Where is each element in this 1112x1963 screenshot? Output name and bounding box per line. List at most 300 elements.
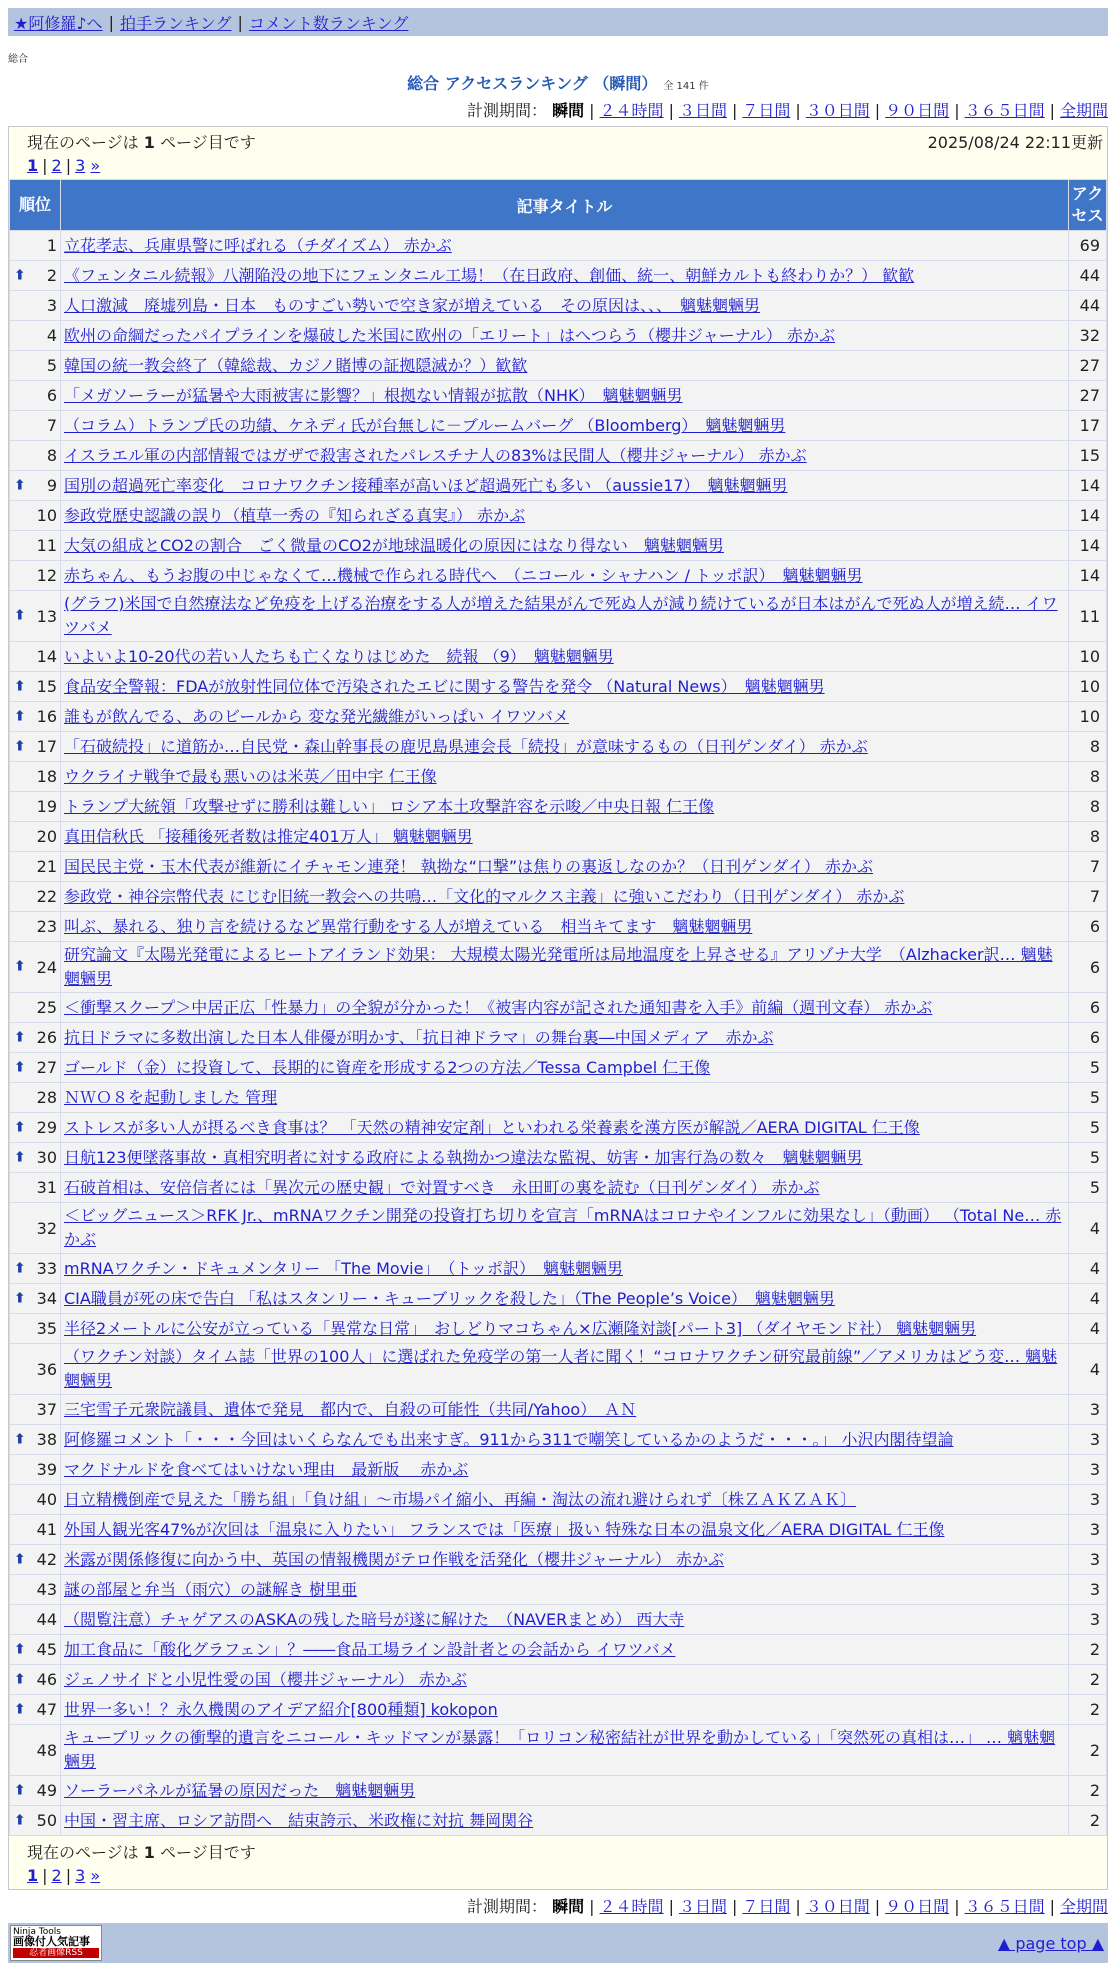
rank-cell [10, 672, 61, 702]
title-cell [61, 321, 1069, 351]
period-options-bottom: 瞬間 | ２４時間 | ３日間 | ７日間 | ３０日間 | ９０日間 | ３６５日間 | 全期間 [552, 1897, 1108, 1916]
updated-timestamp: 2025/08/24 22:11更新 [927, 133, 1103, 152]
article-link[interactable]: 加工食品に「酸化グラフェン」？――食品工場ライン設計者との会話から イワツバメ [64, 1639, 676, 1659]
pager-top: 1 | 2 | 3 » [27, 156, 101, 175]
access-count: 3 [1069, 1395, 1107, 1425]
article-link[interactable]: 人口激減 廃墟列島・日本 ものすごい勢いで空き家が増えている その原因は、、、 魑魅魍魎男 [64, 295, 761, 315]
title-cell [61, 1695, 1069, 1725]
table-row [10, 882, 1107, 912]
table-row [10, 792, 1107, 822]
access-count: 5 [1069, 1173, 1107, 1203]
access-count: 7 [1069, 882, 1107, 912]
period-option[interactable]: ３日間 [678, 1897, 727, 1916]
title-cell [61, 792, 1069, 822]
article-link[interactable]: 参政党歴史認識の誤り（植草一秀の『知られざる真実』） 赤かぶ [64, 505, 526, 525]
article-link[interactable]: ＜ビッグニュース＞RFK Jr.、mRNAワクチン開発の投資打ち切りを宣言「mRNAはコロナやインフルに効果なし」（動画） （Total Ne… 赤かぶ [64, 1206, 1062, 1249]
title-cell [61, 822, 1069, 852]
rank-cell [10, 1515, 61, 1545]
table-row [10, 1455, 1107, 1485]
title-cell [61, 1806, 1069, 1836]
table-row [10, 1725, 1107, 1776]
rank-number: 18 [36, 767, 57, 786]
title-cell [61, 1395, 1069, 1425]
article-link[interactable]: 大気の組成とCO2の割合 ごく微量のCO2が地球温暖化の原因にはなり得ない 魑魅魍魎男 [64, 535, 724, 555]
table-row [10, 531, 1107, 561]
home-link[interactable]: ★阿修羅♪へ [14, 13, 103, 33]
rank-number: 29 [36, 1118, 57, 1137]
rank-up-arrow-icon: ⬆ [14, 477, 26, 493]
rank-number: 6 [46, 386, 57, 405]
page-heading [8, 71, 1108, 94]
rank-number: 41 [36, 1520, 57, 1539]
pager-page-link[interactable]: 2 [51, 156, 62, 175]
article-link[interactable]: 欧州の命綱だったパイプラインを爆破した米国に欧州の「エリート」はへつらう（櫻井ジャーナル） 赤かぶ [64, 325, 836, 345]
rank-cell [10, 231, 61, 261]
article-link[interactable]: （コラム）トランプ氏の功績、ケネディ氏が台無しに－ブルームバーグ （Bloomberg） 魑魅魍魎男 [64, 415, 786, 435]
page-info-bar [9, 127, 1107, 153]
rank-number: 24 [36, 957, 57, 977]
article-link[interactable]: 日航123便墜落事故・真相究明者に対する政府による執拗かつ違法な監視、妨害・加害行為の数々 魑魅魍魎男 [64, 1147, 863, 1167]
rank-number: 30 [36, 1148, 57, 1167]
rank-cell [10, 1635, 61, 1665]
article-link[interactable]: 研究論文『太陽光発電によるヒートアイランド効果： 大規模太陽光発電所は局地温度を上昇させる』アリゾナ大学 （Alzhacker訳… 魑魅魍魎男 [64, 945, 1053, 988]
access-count: 10 [1069, 642, 1107, 672]
title-cell [61, 441, 1069, 471]
rank-up-arrow-icon: ⬆ [14, 607, 26, 624]
access-count: 14 [1069, 561, 1107, 591]
rank-cell [10, 1575, 61, 1605]
rank-number: 20 [36, 827, 57, 846]
table-row [10, 441, 1107, 471]
access-count: 3 [1069, 1455, 1107, 1485]
table-row [10, 942, 1107, 993]
title-cell [61, 1605, 1069, 1635]
rank-cell [10, 441, 61, 471]
article-link[interactable]: ＜衝撃スクープ＞中居正広「性暴力」の全貌が分かった！《被害内容が記された通知書を入手》前編（週刊文春） 赤かぶ [64, 997, 933, 1017]
period-options: 瞬間 | ２４時間 | ３日間 | ７日間 | ３０日間 | ９０日間 | ３６５日間 | 全期間 [552, 101, 1108, 120]
table-row [10, 1143, 1107, 1173]
rank-number: 44 [36, 1610, 57, 1629]
rank-up-arrow-icon: ⬆ [14, 1149, 26, 1165]
article-link[interactable]: 日立精機倒産で見えた「勝ち組」「負け組」～市場パイ縮小、再編・淘汰の流れ避けられず〔株ＺＡＫＺＡＫ〕 [64, 1489, 857, 1509]
title-cell [61, 1203, 1069, 1254]
rank-cell [10, 1545, 61, 1575]
rank-up-arrow-icon: ⬆ [14, 1671, 26, 1687]
article-link[interactable]: (グラフ)米国で自然療法など免疫を上げる治療をする人が増えた結果がんで死ぬ人が減り続けているが日本はがんで死ぬ人が増え続… イワツバメ [64, 594, 1058, 637]
table-row [10, 561, 1107, 591]
table-row [10, 1665, 1107, 1695]
period-option: 瞬間 [552, 101, 585, 120]
article-link[interactable]: 国民民主党・玉木代表が維新にイチャモン連発！ 執拗な“口撃”は焦りの裏返しなのか？（日刊ゲンダイ） 赤かぶ [64, 856, 873, 876]
rank-number: 31 [36, 1178, 57, 1197]
period-option[interactable]: ３６５日間 [964, 101, 1045, 120]
title-cell [61, 1665, 1069, 1695]
rank-number: 48 [36, 1740, 57, 1760]
rank-cell [10, 1485, 61, 1515]
table-row [10, 591, 1107, 642]
comment-ranking-link[interactable]: コメント数ランキング [248, 13, 409, 33]
pager-page-link[interactable]: 3 [75, 1866, 86, 1885]
rank-cell [10, 1314, 61, 1344]
article-link[interactable]: 国別の超過死亡率変化 コロナワクチン接種率が高いほど超過死亡も多い （aussie17） 魑魅魍魎男 [64, 475, 788, 495]
rank-cell [10, 351, 61, 381]
article-link[interactable]: 阿修羅コメント「・・・今回はいくらなんでも出来すぎ。911から311で嘲笑しているかのようだ・・・。」 小沢内閣待望論 [64, 1429, 954, 1449]
table-row [10, 912, 1107, 942]
table-row [10, 1776, 1107, 1806]
title-cell [61, 291, 1069, 321]
access-count: 7 [1069, 852, 1107, 882]
period-option[interactable]: ７日間 [742, 101, 791, 120]
access-count: 69 [1069, 231, 1107, 261]
title-cell [61, 1113, 1069, 1143]
rank-number: 23 [36, 917, 57, 936]
table-row [10, 1515, 1107, 1545]
period-option: 瞬間 [552, 1897, 585, 1916]
rank-number: 3 [46, 296, 57, 315]
rank-number: 28 [36, 1088, 57, 1107]
period-option[interactable]: ９０日間 [885, 1897, 950, 1916]
rank-number: 43 [36, 1580, 57, 1599]
rank-cell [10, 762, 61, 792]
rank-number: 10 [36, 506, 57, 525]
access-count: 4 [1069, 1314, 1107, 1344]
rank-up-arrow-icon: ⬆ [14, 1260, 26, 1276]
period-option[interactable]: ３６５日間 [964, 1897, 1045, 1916]
article-link[interactable]: いよいよ10-20代の若い人たちも亡くなりはじめた 続報 （9） 魑魅魍魎男 [64, 646, 614, 666]
rank-number: 42 [36, 1550, 57, 1569]
page-top-link[interactable]: ▲ page top ▲ [997, 1933, 1104, 1953]
top-nav-bar: ★阿修羅♪へ | 拍手ランキング | コメント数ランキング [8, 8, 1108, 36]
rank-up-arrow-icon: ⬆ [14, 1431, 26, 1447]
period-option[interactable]: ２４時間 [599, 101, 664, 120]
access-count: 15 [1069, 441, 1107, 471]
rank-cell [10, 993, 61, 1023]
ranking-table [9, 179, 1107, 1836]
article-link[interactable]: 石破首相は、安倍信者には「異次元の歴史観」で対置すべき 永田町の裏を読む（日刊ゲンダイ） 赤かぶ [64, 1177, 820, 1197]
rank-number: 16 [36, 707, 57, 726]
article-link[interactable]: ストレスが多い人が摂るべき食事は？ 「天然の精神安定剤」といわれる栄養素を漢方医が解説／AERA DIGITAL 仁王像 [64, 1117, 920, 1137]
access-count: 3 [1069, 1605, 1107, 1635]
table-row [10, 1395, 1107, 1425]
access-count: 2 [1069, 1806, 1107, 1836]
article-link[interactable]: イスラエル軍の内部情報ではガザで殺害されたパレスチナ人の83%は民間人（櫻井ジャーナル） 赤かぶ [64, 445, 807, 465]
article-link[interactable]: ウクライナ戦争で最も悪いのは米英／田中宇 仁王像 [64, 766, 437, 786]
rank-cell [10, 1806, 61, 1836]
rank-number: 33 [36, 1259, 57, 1278]
access-count: 14 [1069, 471, 1107, 501]
article-link[interactable]: 赤ちゃん、もうお腹の中じゃなくて…機械で作られる時代へ （ニコール・シャナハン / トッポ訳） 魑魅魍魎男 [64, 565, 863, 585]
table-row [10, 321, 1107, 351]
period-option[interactable]: ３日間 [678, 101, 727, 120]
table-row [10, 1695, 1107, 1725]
article-link[interactable]: mRNAワクチン・ドキュメンタリー 「The Movie」 （トッポ訳） 魑魅魍魎男 [64, 1258, 623, 1278]
access-count: 17 [1069, 411, 1107, 441]
access-count: 2 [1069, 1695, 1107, 1725]
table-row [10, 501, 1107, 531]
rank-cell [10, 1254, 61, 1284]
access-count: 6 [1069, 993, 1107, 1023]
article-link[interactable]: 食品安全警報：FDAが放射性同位体で汚染されたエビに関する警告を発令 （Natural News） 魑魅魍魎男 [64, 676, 825, 696]
rank-number: 22 [36, 887, 57, 906]
rank-cell [10, 1455, 61, 1485]
article-link[interactable]: ソーラーパネルが猛暑の原因だった 魑魅魍魎男 [64, 1780, 416, 1800]
badge-line-2: 画像付人気記事 [13, 1935, 90, 1948]
article-link[interactable]: 韓国の統一教会終了（韓総裁、カジノ賭博の証拠隠滅か？）歓歓 [64, 355, 528, 375]
rank-number: 37 [36, 1400, 57, 1419]
rank-number: 1 [46, 236, 57, 255]
rank-number: 49 [36, 1781, 57, 1800]
access-count: 3 [1069, 1545, 1107, 1575]
article-link[interactable]: マクドナルドを食べてはいけない理由 最新版 赤かぶ [64, 1459, 469, 1479]
article-link[interactable]: ＮＷＯ８を起動しました 管理 [64, 1087, 278, 1107]
access-count: 2 [1069, 1635, 1107, 1665]
access-count: 5 [1069, 1083, 1107, 1113]
rank-cell [10, 1023, 61, 1053]
rank-number: 36 [36, 1359, 57, 1379]
title-cell [61, 1023, 1069, 1053]
rank-up-arrow-icon: ⬆ [14, 1701, 26, 1717]
article-link[interactable]: 参政党・神谷宗幣代表 にじむ旧統一教会への共鳴…「文化的マルクス主義」に強いこだわり（日刊ゲンダイ） 赤かぶ [64, 886, 905, 906]
title-cell [61, 1314, 1069, 1344]
table-row [10, 1023, 1107, 1053]
article-link[interactable]: 真田信秋氏 「接種後死者数は推定401万人」 魑魅魍魎男 [64, 826, 473, 846]
title-cell [61, 1515, 1069, 1545]
rank-number: 14 [36, 647, 57, 666]
access-count: 11 [1069, 591, 1107, 642]
pager-page-link[interactable]: 3 [75, 156, 86, 175]
article-link[interactable]: 三宅雪子元衆院議員、遺体で発見 都内で、自殺の可能性（共同/Yahoo） ＡＮ [64, 1399, 637, 1419]
column-header-title: 記事タイトル [61, 180, 1069, 231]
access-count: 3 [1069, 1575, 1107, 1605]
rank-up-arrow-icon: ⬆ [14, 1119, 26, 1135]
article-link[interactable]: 世界一多い！？永久機関のアイデア紹介[800種類] kokopon [64, 1699, 498, 1719]
title-cell [61, 471, 1069, 501]
period-option[interactable]: ３０日間 [805, 1897, 870, 1916]
article-link[interactable]: 米露が関係修復に向かう中、英国の情報機関がテロ作戦を活発化（櫻井ジャーナル） 赤かぶ [64, 1549, 724, 1569]
article-link[interactable]: ジェノサイドと小児性愛の国（櫻井ジャーナル） 赤かぶ [64, 1669, 467, 1689]
article-link[interactable]: キューブリックの衝撃的遺言をニコール・キッドマンが暴露！「ロリコン秘密結社が世界を動かしている」「突然死の真相は…」 … 魑魅魍魎男 [64, 1728, 1056, 1771]
title-cell [61, 1344, 1069, 1395]
access-count: 27 [1069, 351, 1107, 381]
table-row [10, 1113, 1107, 1143]
article-link[interactable]: 叫ぶ、暴れる、独り言を続けるなど異常行動をする人が増えている 相当キてます 魑魅魍魎男 [64, 916, 753, 936]
article-link[interactable]: 抗日ドラマに多数出演した日本人俳優が明かす、「抗日神ドラマ」の舞台裏―中国メディア 赤かぶ [64, 1027, 774, 1047]
rank-up-arrow-icon: ⬆ [14, 267, 26, 283]
pager-page-link[interactable]: 1 [27, 1866, 39, 1885]
article-link[interactable]: CIA職員が死の床で告白 「私はスタンリー・キューブリックを殺した」（The People’s Voice） 魑魅魍魎男 [64, 1288, 835, 1308]
access-count: 2 [1069, 1776, 1107, 1806]
article-link[interactable]: 「石破続投」に道筋か…自民党・森山幹事長の鹿児島県連会長「続投」が意味するもの（日刊ゲンダイ） 赤かぶ [64, 736, 868, 756]
rank-number: 5 [46, 356, 57, 375]
rank-up-arrow-icon: ⬆ [14, 1029, 26, 1045]
pager-next-link[interactable]: » [90, 156, 101, 175]
rank-up-arrow-icon: ⬆ [14, 958, 26, 975]
table-row [10, 762, 1107, 792]
access-count: 14 [1069, 501, 1107, 531]
article-link[interactable]: 《フェンタニル続報》八潮陥没の地下にフェンタニル工場！（在日政府、創価、統一、朝鮮カルトも終わりか？） 歓歓 [64, 265, 915, 285]
access-count: 4 [1069, 1203, 1107, 1254]
article-link[interactable]: 半径2メートルに公安が立っている「異常な日常」 おしどりマコちゃん×広瀬隆対談[パート3] （ダイヤモンド社） 魑魅魍魎男 [64, 1318, 977, 1338]
rank-up-arrow-icon: ⬆ [14, 1782, 26, 1798]
rank-cell [10, 1284, 61, 1314]
title-cell [61, 1254, 1069, 1284]
table-row [10, 1254, 1107, 1284]
period-label-bottom: 計測期間： [467, 1897, 548, 1916]
column-header-access: アクセス [1069, 180, 1107, 231]
access-count: 2 [1069, 1725, 1107, 1776]
rank-cell [10, 1725, 61, 1776]
period-option[interactable]: ３０日間 [805, 101, 870, 120]
ranking-rows [10, 231, 1107, 1836]
title-cell [61, 852, 1069, 882]
rank-up-arrow-icon: ⬆ [14, 1551, 26, 1567]
rank-number: 35 [36, 1319, 57, 1338]
access-count: 2 [1069, 1665, 1107, 1695]
title-cell [61, 1173, 1069, 1203]
rank-number: 32 [36, 1218, 57, 1238]
access-count: 5 [1069, 1143, 1107, 1173]
article-link[interactable]: 外国人観光客47%が次回は「温泉に入りたい」 フランスでは「医療」扱い 特殊な日本の温泉文化／AERA DIGITAL 仁王像 [64, 1519, 945, 1539]
article-link[interactable]: 謎の部屋と弁当（雨穴）の謎解き 樹里亜 [64, 1579, 358, 1599]
rank-number: 9 [46, 476, 57, 495]
period-option[interactable]: ９０日間 [885, 101, 950, 120]
rank-cell [10, 702, 61, 732]
rank-cell [10, 291, 61, 321]
title-cell [61, 993, 1069, 1023]
table-row [10, 1545, 1107, 1575]
rank-up-arrow-icon: ⬆ [14, 1812, 26, 1828]
ninja-tools-badge[interactable] [10, 1925, 102, 1961]
rank-cell [10, 1113, 61, 1143]
access-count: 3 [1069, 1515, 1107, 1545]
article-link[interactable]: トランプ大統領「攻撃せずに勝利は難しい」 ロシア本土攻撃許容を示唆／中央日報 仁王像 [64, 796, 715, 816]
category-label: 総合 [8, 54, 28, 65]
period-label: 計測期間： [467, 101, 548, 120]
rank-up-arrow-icon: ⬆ [14, 1290, 26, 1306]
rank-number: 15 [36, 677, 57, 696]
period-option[interactable]: 全期間 [1059, 1897, 1108, 1916]
rank-cell [10, 591, 61, 642]
article-link[interactable]: ゴールド（金）に投資して、長期的に資産を形成する2つの方法／Tessa Campbel 仁王像 [64, 1057, 711, 1077]
rank-number: 45 [36, 1640, 57, 1659]
period-option[interactable]: ２４時間 [599, 1897, 664, 1916]
rank-cell [10, 642, 61, 672]
period-option[interactable]: ７日間 [742, 1897, 791, 1916]
table-row [10, 1485, 1107, 1515]
title-cell [61, 231, 1069, 261]
access-count: 10 [1069, 672, 1107, 702]
table-row [10, 1425, 1107, 1455]
table-row [10, 852, 1107, 882]
rank-number: 47 [36, 1700, 57, 1719]
title-cell [61, 642, 1069, 672]
pager-next-link[interactable]: » [90, 1866, 101, 1885]
article-link[interactable]: （ワクチン対談）タイム誌「世界の100人」に選ばれた免疫学の第一人者に聞く！“コロナワクチン研究最前線”／アメリカはどう変… 魑魅魍魎男 [64, 1347, 1058, 1390]
period-option[interactable]: 全期間 [1059, 101, 1108, 120]
table-row [10, 642, 1107, 672]
article-link[interactable]: 中国・習主席、ロシア訪問へ 結束誇示、米政権に対抗 舞岡関谷 [64, 1810, 534, 1830]
title-cell [61, 1053, 1069, 1083]
rank-number: 19 [36, 797, 57, 816]
rank-up-arrow-icon: ⬆ [14, 708, 26, 724]
ranking-panel [8, 126, 1108, 1890]
access-count: 5 [1069, 1113, 1107, 1143]
rank-cell [10, 321, 61, 351]
access-count: 8 [1069, 732, 1107, 762]
table-row [10, 822, 1107, 852]
title-cell [61, 1455, 1069, 1485]
access-count: 8 [1069, 792, 1107, 822]
rank-number: 25 [36, 998, 57, 1017]
title-cell [61, 762, 1069, 792]
rank-up-arrow-icon: ⬆ [14, 678, 26, 694]
rank-cell [10, 501, 61, 531]
title-cell [61, 912, 1069, 942]
rank-cell [10, 1665, 61, 1695]
table-row [10, 471, 1107, 501]
table-row [10, 1635, 1107, 1665]
access-count: 5 [1069, 1053, 1107, 1083]
footer-bar [8, 1923, 1108, 1963]
rank-cell [10, 531, 61, 561]
period-selector-bottom [8, 1894, 1108, 1917]
access-count: 3 [1069, 1425, 1107, 1455]
rank-cell [10, 1605, 61, 1635]
title-cell [61, 351, 1069, 381]
rank-number: 26 [36, 1028, 57, 1047]
article-link[interactable]: 立花孝志、兵庫県警に呼ばれる（チダイズム） 赤かぶ [64, 235, 452, 255]
access-count: 4 [1069, 1344, 1107, 1395]
article-link[interactable]: 誰もが飲んでる、あのビールから 変な発光繊維がいっぱい イワツバメ [64, 706, 569, 726]
table-row [10, 1575, 1107, 1605]
access-count: 44 [1069, 261, 1107, 291]
table-row [10, 381, 1107, 411]
rank-number: 8 [46, 446, 57, 465]
rank-number: 4 [46, 326, 57, 345]
access-count: 10 [1069, 702, 1107, 732]
rank-cell [10, 561, 61, 591]
applause-ranking-link[interactable]: 拍手ランキング [119, 13, 232, 33]
rank-number: 2 [46, 266, 57, 285]
rank-cell [10, 1776, 61, 1806]
access-count: 14 [1069, 531, 1107, 561]
rank-number: 34 [36, 1289, 57, 1308]
title-cell [61, 381, 1069, 411]
title-cell [61, 1284, 1069, 1314]
table-row [10, 291, 1107, 321]
access-count: 6 [1069, 942, 1107, 993]
access-count: 8 [1069, 762, 1107, 792]
title-cell [61, 672, 1069, 702]
table-row [10, 1083, 1107, 1113]
rank-cell [10, 1395, 61, 1425]
table-row [10, 411, 1107, 441]
pager-page-link[interactable]: 2 [51, 1866, 62, 1885]
page [8, 8, 1108, 1963]
column-header-rank: 順位 [10, 180, 61, 231]
rank-up-arrow-icon: ⬆ [14, 1059, 26, 1075]
title-cell [61, 1485, 1069, 1515]
table-row [10, 1284, 1107, 1314]
table-row [10, 1173, 1107, 1203]
article-link[interactable]: 「メガソーラーが猛暑や大雨被害に影響？」根拠ない情報が拡散（NHK） 魑魅魍魎男 [64, 385, 683, 405]
page-title: 総合 アクセスランキング （瞬間） [407, 74, 658, 93]
pager-page-link[interactable]: 1 [27, 156, 39, 175]
table-row [10, 351, 1107, 381]
page-info-bar-bottom [9, 1836, 1107, 1863]
access-count: 4 [1069, 1254, 1107, 1284]
article-link[interactable]: （閲覧注意）チャゲアスのASKAの残した暗号が遂に解けた （NAVERまとめ） 西大寺 [64, 1609, 685, 1629]
